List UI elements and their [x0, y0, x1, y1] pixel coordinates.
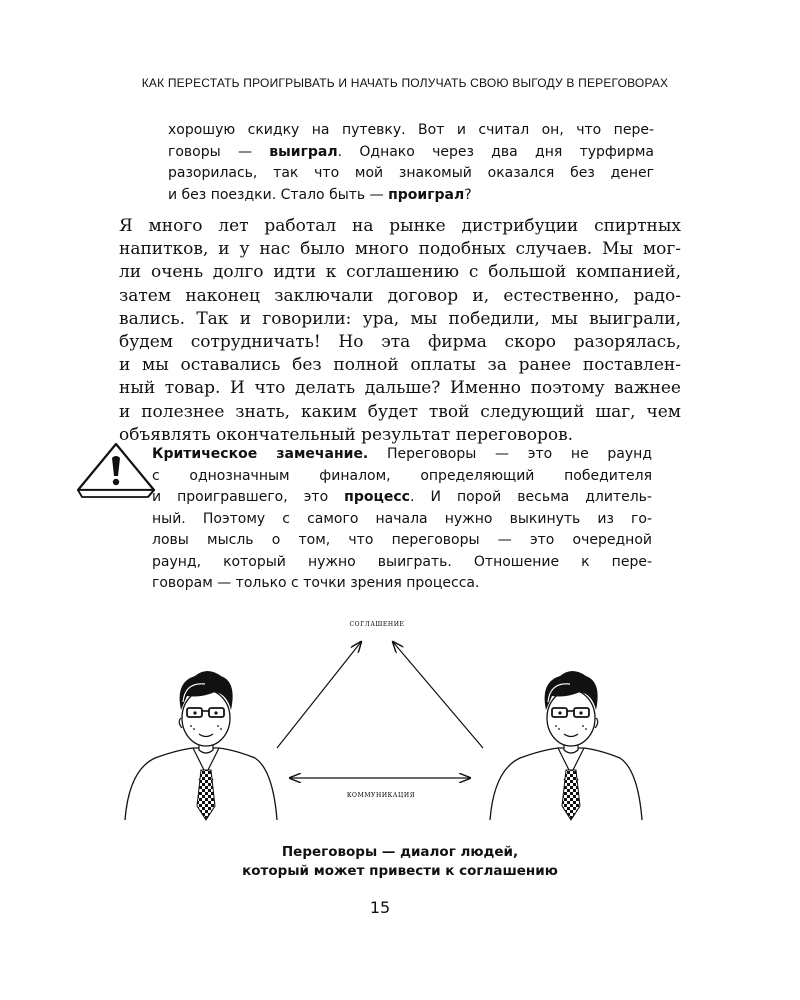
bold-word-lost: проиграл [388, 186, 465, 203]
bold-word-process: процесс [344, 489, 410, 505]
main-paragraph [119, 215, 681, 447]
paragraph-line: ный товар. И что делать дальше? Именно поэтому важнее [119, 378, 681, 399]
agreement-label: СОГЛАШЕНИЕ [349, 619, 405, 629]
warning-icon [72, 440, 160, 500]
remark-line: Критическое замечание. Переговоры — это не раунд [152, 446, 653, 462]
right-person-illustration [490, 671, 642, 820]
paragraph-line: будем сотрудничать! Но эта фирма скоро разорялась, [119, 332, 681, 353]
paragraph-line: и полезнее знать, каким будет твой следующий шаг, чем [119, 401, 681, 422]
bold-word-won: выиграл [269, 143, 338, 160]
arrow-right-to-agreement [393, 642, 483, 748]
paragraph-line: и мы оставались без полной оплаты за ранее поставлен- [119, 355, 681, 376]
remark-line: с однозначным финалом, определяющий победителя [152, 467, 652, 484]
figure-caption [150, 843, 650, 881]
paragraph-line: затем наконец заключали договор и, естественно, радо- [119, 285, 681, 306]
quote-line: хорошую скидку на путевку. Вот и считал он, что пере- [168, 122, 654, 138]
quote-line: и без поездки. Стало быть — проиграл? [168, 186, 472, 203]
remark-heading: Критическое замечание. [152, 446, 369, 462]
caption-line-1: Переговоры — диалог людей, [281, 844, 519, 860]
quote-line: разорилась, так что мой знакомый оказался без денег [168, 165, 654, 181]
page-number: 15 [369, 898, 391, 917]
running-head: КАК ПЕРЕСТАТЬ ПРОИГРЫВАТЬ И НАЧАТЬ ПОЛУЧАТЬ СВОЮ ВЫГОДУ В ПЕРЕГОВОРАХ [141, 76, 669, 90]
quote-line: говоры — выиграл. Однако через два дня турфирма [168, 143, 655, 160]
paragraph-line: объявлять окончательный результат переговоров. [119, 424, 574, 445]
remark-line: раунд, который нужно выиграть. Отношение к пере- [152, 553, 652, 570]
communication-label: КОММУНИКАЦИЯ [346, 790, 416, 800]
negotiation-diagram [115, 600, 660, 835]
left-person-illustration [125, 671, 277, 820]
paragraph-line: напитков, и у нас было много подобных случаев. Мы мог- [119, 239, 681, 260]
arrow-left-to-agreement [277, 642, 361, 748]
paragraph-line: вались. Так и говорили: ура, мы победили, мы выиграли, [119, 308, 681, 329]
paragraph-line: Я много лет работал на рынке дистрибуции спиртных [119, 216, 681, 236]
critical-remark [152, 444, 652, 595]
caption-line-2: который может привести к соглашению [242, 863, 558, 879]
remark-line: ный. Поэтому с самого начала нужно выкинуть из го- [152, 510, 652, 527]
remark-line: и проигравшего, это процесс. И порой весьма длитель- [152, 489, 652, 505]
remark-line: говорам — только с точки зрения процесса. [152, 575, 480, 591]
remark-line: ловы мысль о том, что переговоры — это очередной [152, 532, 652, 548]
paragraph-line: ли очень долго идти к соглашению с большой компанией, [119, 262, 681, 283]
quote-block [168, 120, 654, 206]
